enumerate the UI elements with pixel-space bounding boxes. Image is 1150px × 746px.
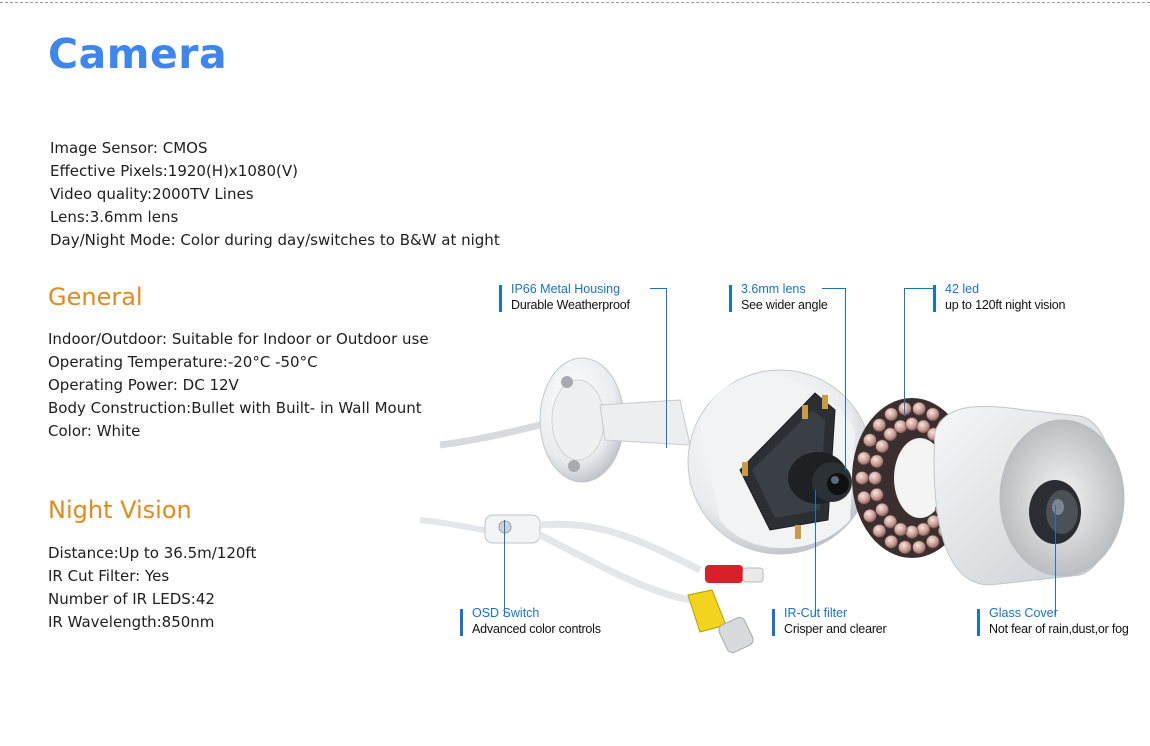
callout-bar (933, 285, 936, 312)
led-ring-center-hole (896, 442, 944, 514)
ir-led-bulb (943, 472, 956, 485)
leader-line-osd (504, 520, 505, 615)
ir-led-bulb (948, 509, 961, 522)
spec-body-construction: Body Construction:Bullet with Built- in Wall Mount (48, 399, 422, 417)
callout-bar (499, 285, 502, 312)
ir-led-bulb (873, 419, 886, 432)
callout-osd-title: OSD Switch (472, 606, 540, 620)
ir-led-bulb (870, 488, 883, 501)
ir-led-bulb (863, 509, 876, 522)
leader-line-housing (666, 288, 667, 448)
ir-led-bulb (913, 402, 926, 415)
spec-ir-cut-filter: IR Cut Filter: Yes (48, 567, 170, 585)
spec-ir-led-count: Number of IR LEDS:42 (48, 590, 215, 608)
callout-bar (729, 285, 732, 312)
ir-led-bulb (954, 491, 967, 504)
callout-glass-subtitle: Not fear of rain,dust,or fog (989, 622, 1129, 636)
night-vision-heading: Night Vision (48, 496, 192, 524)
ir-led-bulb (884, 428, 897, 441)
spec-operating-power: Operating Power: DC 12V (48, 376, 239, 394)
ir-led-bulb (954, 452, 967, 465)
ir-led-bulb (938, 524, 951, 537)
callout-ircut-subtitle: Crisper and clearer (784, 622, 887, 636)
general-heading: General (48, 283, 143, 311)
spec-indoor-outdoor: Indoor/Outdoor: Suitable for Indoor or Outdoor use (48, 330, 429, 348)
ir-led-bulb (913, 541, 926, 554)
leader-line-lens (845, 288, 846, 470)
ir-led-bulb (894, 523, 907, 536)
ir-led-bulb (935, 503, 948, 516)
ir-led-bulb (858, 491, 871, 504)
spec-video-quality: Video quality:2000TV Lines (50, 185, 254, 203)
ir-led-bulb (927, 515, 940, 528)
ir-led-bulb (926, 535, 939, 548)
ir-led-bulb (898, 541, 911, 554)
night-vision-spec-list (48, 542, 256, 634)
ir-led-bulb (870, 455, 883, 468)
ir-led-bulb (863, 434, 876, 447)
callout-led-subtitle: up to 120ft night vision (945, 298, 1066, 312)
callout-ircut-title: IR-Cut filter (784, 606, 848, 620)
ir-led-bulb (884, 515, 897, 528)
ir-led-bulb (858, 452, 871, 465)
glass-cover-body-graphic (934, 406, 1124, 585)
spec-operating-temperature: Operating Temperature:-20°C -50°C (48, 353, 318, 371)
ir-led-bulb (917, 523, 930, 536)
callout-bar (772, 609, 775, 636)
spec-distance: Distance:Up to 36.5m/120ft (48, 544, 257, 562)
ir-led-bulb (938, 419, 951, 432)
leader-line-led-h (904, 288, 934, 289)
power-cable-graphic (440, 420, 560, 445)
ir-led-bulb (873, 524, 886, 537)
ir-led-bulb (941, 455, 954, 468)
leader-line-ircut (815, 490, 816, 615)
ir-led-bulb (927, 428, 940, 441)
callout-lens-subtitle: See wider angle (741, 298, 828, 312)
leader-line-housing-h (650, 288, 667, 289)
spec-ir-wavelength: IR Wavelength:850nm (48, 613, 215, 631)
callout-housing-subtitle: Durable Weatherproof (511, 298, 630, 312)
general-spec-list (48, 328, 429, 443)
callout-glass-title: Glass Cover (989, 606, 1058, 620)
ir-led-bulb (885, 408, 898, 421)
wall-mount-graphic (540, 358, 690, 482)
callout-osd-subtitle: Advanced color controls (472, 622, 601, 636)
ir-led-bulb (917, 420, 930, 433)
spec-color: Color: White (48, 422, 141, 440)
leader-line-glass (1055, 505, 1056, 615)
ir-led-bulb (935, 440, 948, 453)
leader-line-led (904, 288, 905, 416)
lens-graphic (788, 452, 852, 504)
callout-bar (977, 609, 980, 636)
ir-led-bulb (926, 408, 939, 421)
ir-led-ring-graphic (852, 398, 972, 558)
page-title: Camera (48, 30, 228, 78)
ir-led-bulb (894, 420, 907, 433)
top-dashed-divider (0, 2, 1150, 3)
callout-lens-title: 3.6mm lens (741, 282, 806, 296)
callout-bar (460, 609, 463, 636)
ir-led-bulb (948, 434, 961, 447)
ir-led-bulb (885, 535, 898, 548)
spec-image-sensor: Image Sensor: CMOS (50, 139, 208, 157)
ir-led-bulb (876, 503, 889, 516)
callout-housing-title: IP66 Metal Housing (511, 282, 621, 296)
ir-led-bulb (906, 418, 919, 431)
leader-line-lens-h (822, 288, 846, 289)
spec-effective-pixels: Effective Pixels:1920(H)x1080(V) (50, 162, 298, 180)
ir-led-bulb (941, 488, 954, 501)
ir-led-bulb (856, 472, 869, 485)
ir-led-bulb (876, 440, 889, 453)
ir-led-bulb (956, 472, 969, 485)
ir-led-bulb (869, 472, 882, 485)
ir-led-bulb (906, 526, 919, 539)
spec-lens: Lens:3.6mm lens (50, 208, 179, 226)
camera-spec-list (50, 137, 500, 252)
spec-day-night-mode: Day/Night Mode: Color during day/switches to B&W at night (50, 231, 500, 249)
callout-led-title: 42 led (945, 282, 980, 296)
